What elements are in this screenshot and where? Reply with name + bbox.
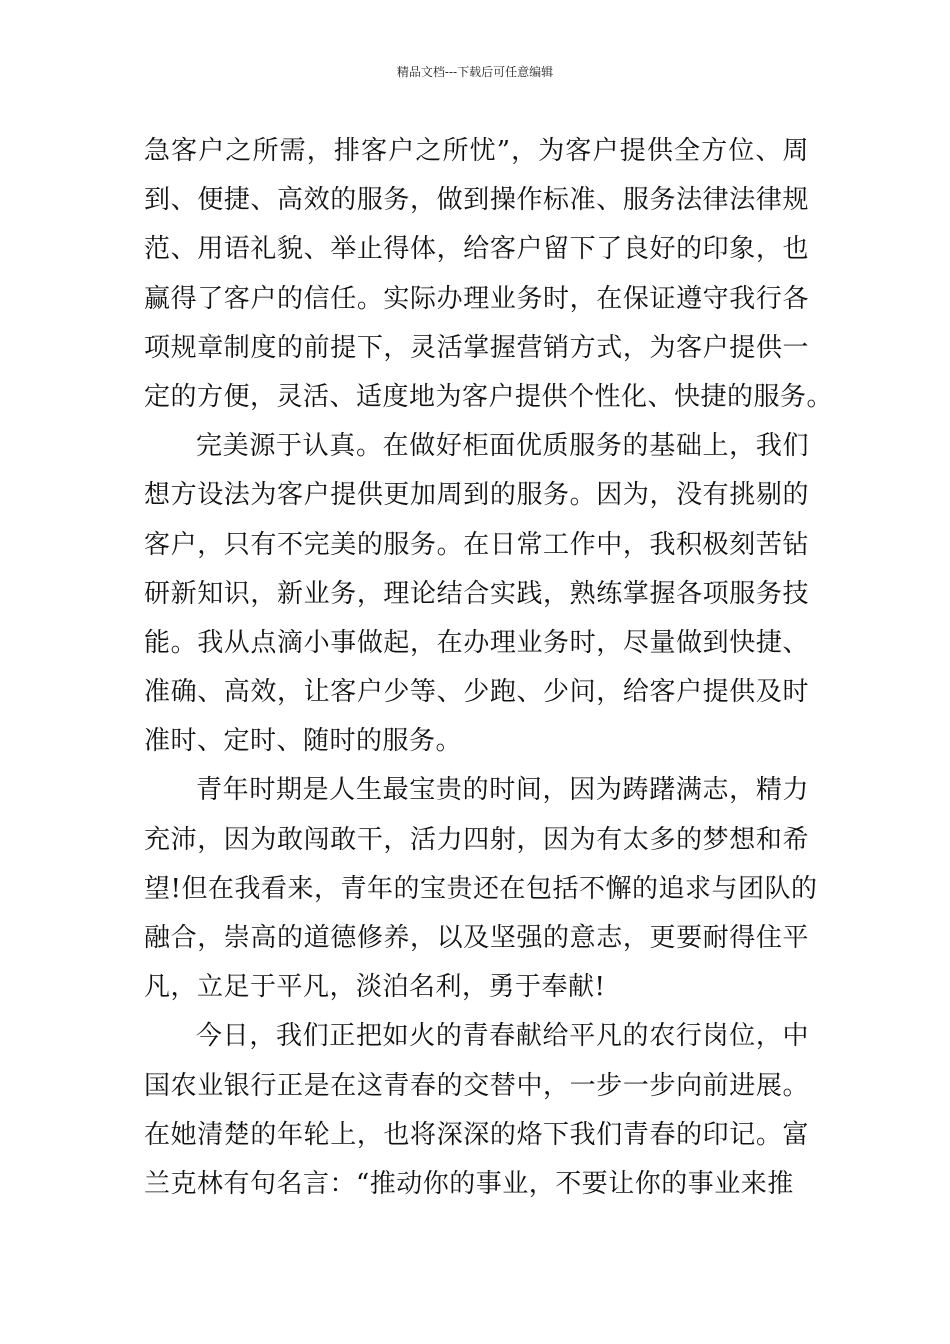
text-line: 准时、定时、随时的服务。 bbox=[144, 726, 463, 757]
text-line: 兰克林有句名言：“推动你的事业，不要让你的事业来推 bbox=[144, 1168, 794, 1199]
paragraph bbox=[144, 766, 818, 1012]
text-line: 急客户之所需，排客户之所忧”，为客户提供全方位、周 bbox=[144, 136, 809, 166]
text-line: 今日，我们正把如火的青春献给平凡的农行岗位，中 bbox=[196, 1021, 809, 1052]
text-line: 项规章制度的前提下，灵活掌握营销方式，为客户提供一 bbox=[144, 332, 809, 363]
document-body bbox=[144, 127, 834, 1209]
text-line: 准确、高效，让客户少等、少跑、少问，给客户提供及时 bbox=[144, 677, 809, 708]
text-line: 望!但在我看来，青年的宝贵还在包括不懈的追求与团队的 bbox=[144, 873, 818, 904]
text-line: 想方设法为客户提供更加周到的服务。因为，没有挑剔的 bbox=[144, 480, 809, 511]
text-line: 完美源于认真。在做好柜面优质服务的基础上，我们 bbox=[196, 431, 809, 462]
text-line: 到、便捷、高效的服务，做到操作标准、服务法律法律规 bbox=[144, 185, 809, 216]
text-line: 青年时期是人生最宝贵的时间，因为踌躇满志，精力 bbox=[196, 775, 809, 806]
text-line: 赢得了客户的信任。实际办理业务时，在保证遵守我行各 bbox=[144, 283, 809, 314]
text-line: 能。我从点滴小事做起，在办理业务时，尽量做到快捷、 bbox=[144, 627, 809, 658]
text-line: 客户，只有不完美的服务。在日常工作中，我积极刻苦钻 bbox=[144, 529, 809, 560]
paragraph bbox=[144, 1012, 809, 1209]
text-line: 融合，崇高的道德修养，以及坚强的意志，更要耐得住平 bbox=[144, 923, 809, 953]
paragraph bbox=[144, 422, 809, 766]
text-line: 凡，立足于平凡，淡泊名利，勇于奉献! bbox=[144, 972, 606, 1003]
text-line: 研新知识，新业务，理论结合实践，熟练掌握各项服务技 bbox=[144, 578, 809, 609]
text-line: 充沛，因为敢闯敢干，活力四射，因为有太多的梦想和希 bbox=[144, 824, 809, 855]
page-header: 精品文档---下载后可任意编辑 bbox=[396, 65, 554, 79]
paragraph bbox=[144, 127, 834, 422]
text-line: 在她清楚的年轮上，也将深深的烙下我们青春的印记。富 bbox=[144, 1119, 809, 1150]
text-line: 国农业银行正是在这青春的交替中，一步一步向前进展。 bbox=[144, 1070, 809, 1101]
text-line: 范、用语礼貌、举止得体，给客户留下了良好的印象，也 bbox=[144, 234, 809, 265]
text-line: 定的方便，灵活、适度地为客户提供个性化、快捷的服务。 bbox=[144, 381, 834, 412]
